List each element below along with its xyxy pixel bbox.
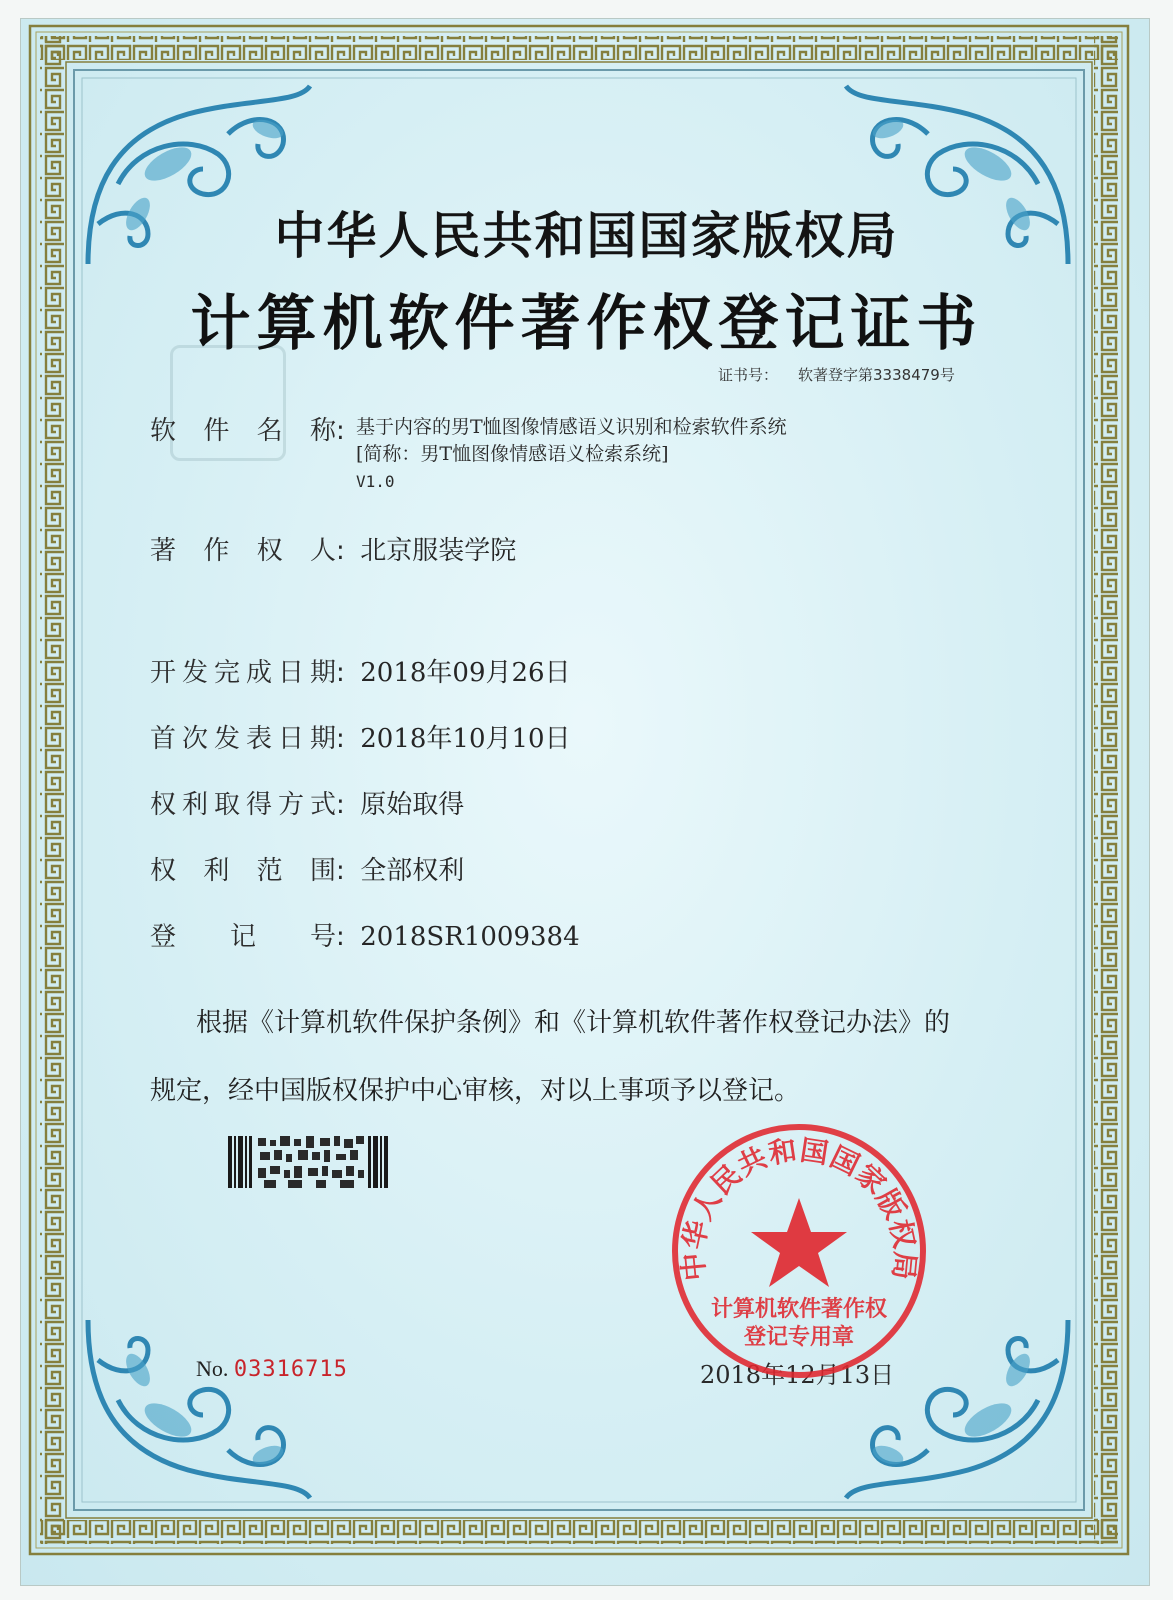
dev-completion-date-field: [150, 652, 571, 689]
seal-ring-text: 中华人民共和国国家版权局: [676, 1133, 922, 1283]
issue-date: 2018年12月13日: [700, 1361, 895, 1389]
colon: :: [336, 790, 345, 820]
first-publish-date-label: 首次发表日期: [150, 724, 336, 754]
serial-number-value: 03316715: [233, 1357, 348, 1382]
issuing-authority: 中华人民共和国国家版权局: [274, 207, 899, 265]
software-name-line2: [简称：男T恤图像情感语义检索系统]: [356, 443, 669, 465]
software-name-line3: V1.0: [356, 472, 395, 491]
software-name-line1: 基于内容的男T恤图像情感语义识别和检索软件系统: [356, 416, 787, 438]
software-name-label: 软 件 名 称: [150, 416, 336, 446]
colon: :: [336, 856, 345, 886]
copyright-owner-value: 北京服装学院: [360, 536, 517, 566]
colon: :: [336, 416, 345, 446]
statement-line1: 根据《计算机软件保护条例》和《计算机软件著作权登记办法》的: [196, 1008, 951, 1038]
dev-completion-date-value: 2018年09月26日: [360, 658, 571, 688]
software-name-value: [356, 414, 787, 495]
seal-inner-line1: 计算机软件著作权: [710, 1297, 888, 1322]
certificate-title: 计算机软件著作权登记证书: [190, 289, 983, 359]
copyright-owner-label: 著 作 权 人: [150, 536, 336, 566]
certificate-number-label: 证书号：: [718, 366, 779, 384]
acquisition-method-field: [150, 784, 464, 821]
corner-ornament-bottom-left: [78, 1310, 318, 1510]
dev-completion-date-label: 开发完成日期: [150, 658, 336, 688]
barcode-image: [228, 1136, 388, 1188]
first-publish-date-value: 2018年10月10日: [360, 724, 571, 754]
colon: :: [336, 658, 345, 688]
serial-prefix: No.: [196, 1356, 229, 1381]
registration-number-label: 登 记 号: [150, 922, 336, 952]
acquisition-method-label: 权利取得方式: [150, 790, 336, 820]
software-name-field: [150, 410, 352, 447]
registration-number-value: 2018SR1009384: [360, 922, 580, 952]
certificate-number: [718, 364, 955, 385]
statement-line2: 规定，经中国版权保护中心审核，对以上事项予以登记。: [150, 1076, 801, 1106]
first-publish-date-field: [150, 718, 571, 755]
rights-scope-label: 权 利 范 围: [150, 856, 336, 886]
colon: :: [336, 922, 345, 952]
seal-star-icon: [751, 1198, 847, 1287]
rights-scope-field: [150, 850, 464, 887]
rights-scope-value: 全部权利: [360, 856, 465, 886]
seal-inner-line2: 登记专用章: [743, 1325, 855, 1350]
certificate-number-value: 软著登字第3338479号: [798, 366, 955, 384]
copyright-owner-field: [150, 530, 516, 567]
registration-number-field: [150, 916, 580, 953]
official-seal: [668, 1120, 930, 1382]
serial-number: [196, 1356, 348, 1382]
acquisition-method-value: 原始取得: [360, 790, 465, 820]
colon: :: [336, 724, 345, 754]
colon: :: [336, 536, 345, 566]
